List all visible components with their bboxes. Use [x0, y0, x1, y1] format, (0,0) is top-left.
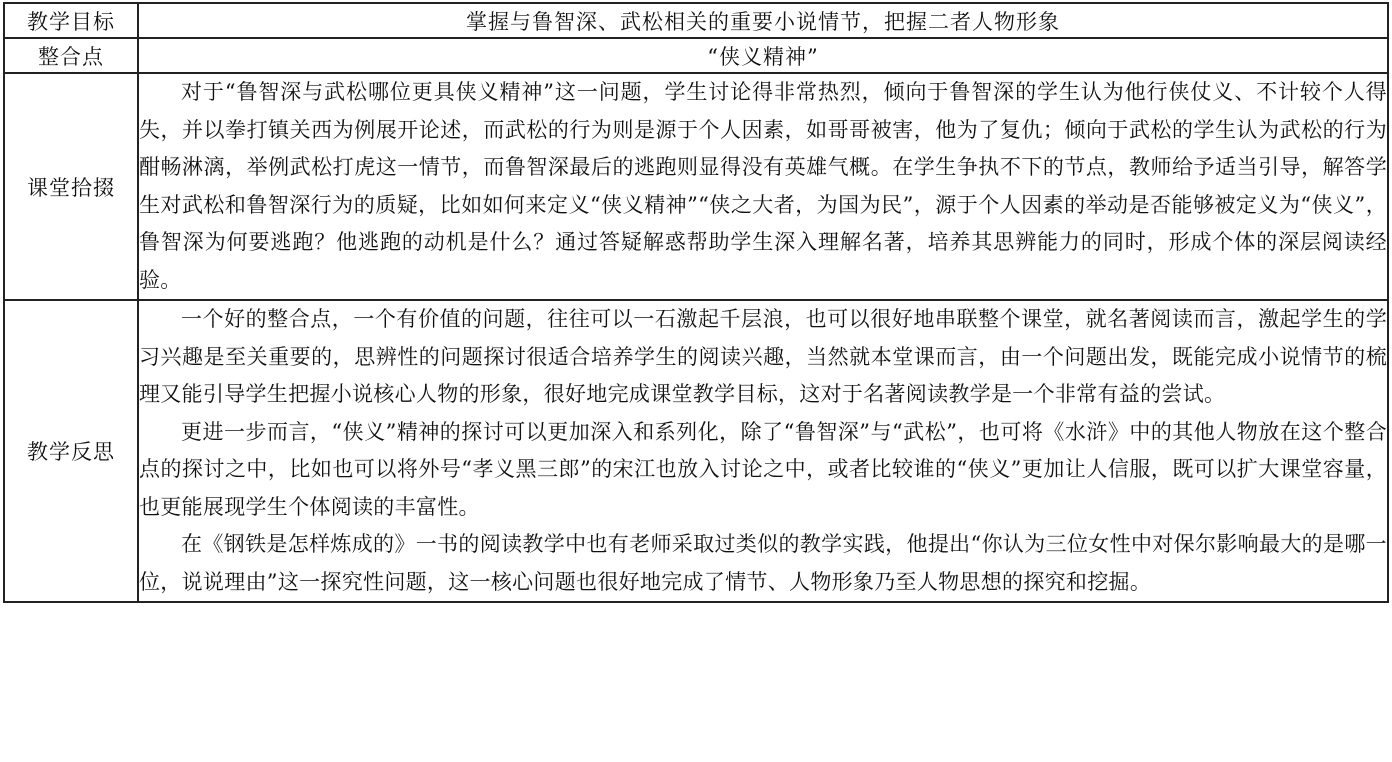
- lesson-record-table: [3, 2, 1389, 603]
- reflection-paragraph: 更进一步而言，“侠义”精神的探讨可以更加深入和系列化，除了“鲁智深”与“武松”，也可将《水浒》中的其他人物放在这个整合点的探讨之中，比如也可以将外号“孝义黑三郎”的宋江也放入讨论之中，或者比较谁的“侠义”更加让人信服，既可以扩大课堂容量，也更能展现学生个体阅读的丰富性。: [139, 419, 1388, 519]
- table-row-classroom-notes: [4, 73, 1388, 300]
- integration-point-label: 整合点: [4, 38, 138, 73]
- integration-point-content: “侠义精神”: [138, 38, 1388, 73]
- reflection-paragraph: 在《钢铁是怎样炼成的》一书的阅读教学中也有老师采取过类似的教学实践，他提出“你认为三位女性中对保尔影响最大的是哪一位，说说理由”这一探究性问题，这一核心问题也很好地完成了情节、人物形象乃至人物思想的探究和挖掘。: [139, 532, 1387, 594]
- classroom-notes-content: [138, 73, 1388, 300]
- table-row-teaching-goal: [4, 3, 1388, 38]
- classroom-notes-label: 课堂拾掇: [4, 73, 138, 300]
- reflection-label: 教学反思: [4, 300, 138, 602]
- reflection-content: [138, 300, 1388, 602]
- teaching-goal-content: 掌握与鲁智深、武松相关的重要小说情节，把握二者人物形象: [138, 3, 1388, 38]
- classroom-notes-paragraph: 对于“鲁智深与武松哪位更具侠义精神”这一问题，学生讨论得非常热烈，倾向于鲁智深的学生认为他行侠仗义、不计较个人得失，并以拳打镇关西为例展开论述，而武松的行为则是源于个人因素，如哥哥被害，他为了复仇；倾向于武松的学生认为武松的行为酣畅淋漓，举例武松打虎这一情节，而鲁智深最后的逃跑则显得没有英雄气概。在学生争执不下的节点，教师给予适当引导，解答学生对武松和鲁智深行为的质疑，比如如何来定义“侠义精神”“侠之大者，为国为民”，源于个人因素的举动是否能够被定义为“侠义”，鲁智深为何要逃跑？他逃跑的动机是什么？通过答疑解惑帮助学生深入理解名著，培养其思辨能力的同时，形成个体的深层阅读经验。: [139, 80, 1387, 292]
- table-row-integration-point: [4, 38, 1388, 73]
- teaching-goal-label: 教学目标: [4, 3, 138, 38]
- table-row-reflection: [4, 300, 1388, 602]
- reflection-paragraph: 一个好的整合点，一个有价值的问题，往往可以一石激起千层浪，也可以很好地串联整个课堂，就名著阅读而言，激起学生的学习兴趣是至关重要的，思辨性的问题探讨很适合培养学生的阅读兴趣，当然就本堂课而言，由一个问题出发，既能完成小说情节的梳理又能引导学生把握小说核心人物的形象，很好地完成课堂教学目标，这对于名著阅读教学是一个非常有益的尝试。: [139, 307, 1387, 406]
